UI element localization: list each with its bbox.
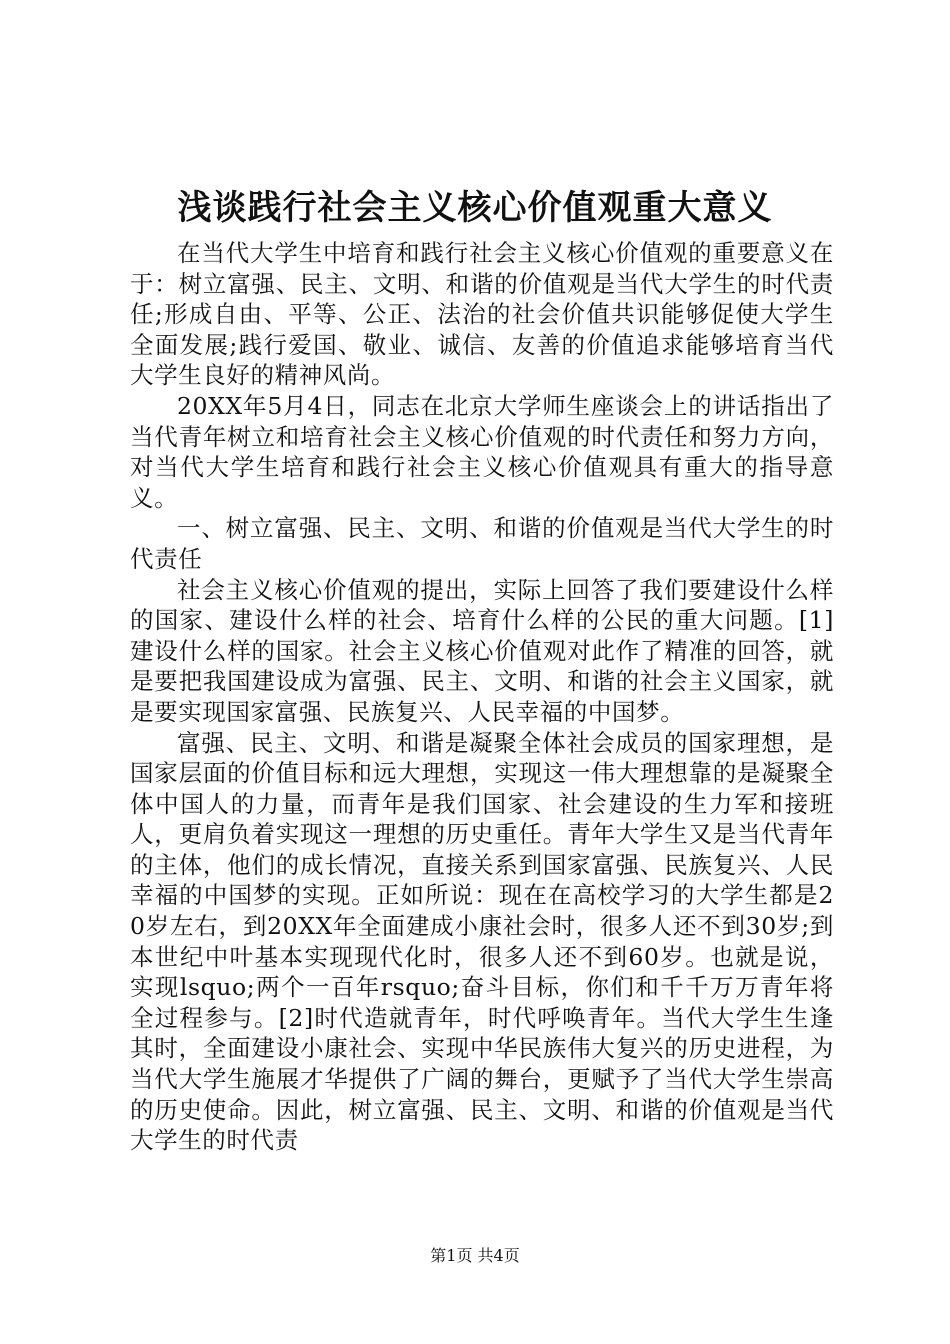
paragraph: 20XX年5月4日，同志在北京大学师生座谈会上的讲话指出了当代青年树立和培育社会主义核心价值观的时代责任和努力方向，对当代大学生培育和践行社会主义核心价值观具有重大的指导意义。 xyxy=(130,391,834,512)
document-body xyxy=(130,238,834,1156)
document-title: 浅谈践行社会主义核心价值观重大意义 xyxy=(177,188,773,228)
paragraph: 富强、民主、文明、和谐是凝聚全体社会成员的国家理想，是国家层面的价值目标和远大理想，实现这一伟大理想靠的是凝聚全体中国人的力量，而青年是我们国家、社会建设的生力军和接班人，更肩负着实现这一理想的历史重任。青年大学生又是当代青年的主体，他们的成长情况，直接关系到国家富强、民族复兴、人民幸福的中国梦的实现。正如所说：现在在高校学习的大学生都是20岁左右，到20XX年全面建成小康社会时，很多人还不到30岁;到本世纪中叶基本实现现代化时，很多人还不到60岁。也就是说，实现lsquo;两个一百年rsquo;奋斗目标，你们和千千万万青年将全过程参与。[2]时代造就青年，时代呼唤青年。当代大学生生逢其时，全面建设小康社会、实现中华民族伟大复兴的历史进程，为当代大学生施展才华提供了广阔的舞台，更赋予了当代大学生崇高的历史使命。因此，树立富强、民主、文明、和谐的价值观是当代大学生的时代责 xyxy=(130,728,834,1155)
paragraph: 社会主义核心价值观的提出，实际上回答了我们要建设什么样的国家、建设什么样的社会、培育什么样的公民的重大问题。[1]建设什么样的国家。社会主义核心价值观对此作了精准的回答，就是要把我国建设成为富强、民主、文明、和谐的社会主义国家，就是要实现国家富强、民族复兴、人民幸福的中国梦。 xyxy=(130,575,834,726)
section-heading: 一、树立富强、民主、文明、和谐的价值观是当代大学生的时代责任 xyxy=(130,514,834,573)
page-footer: 第1页 共4页 xyxy=(430,1246,520,1265)
paragraph: 在当代大学生中培育和践行社会主义核心价值观的重要意义在于：树立富强、民主、文明、和谐的价值观是当代大学生的时代责任;形成自由、平等、公正、法治的社会价值共识能够促使大学生全面发展;践行爱国、敬业、诚信、友善的价值追求能够培育当代大学生良好的精神风尚。 xyxy=(130,239,834,390)
